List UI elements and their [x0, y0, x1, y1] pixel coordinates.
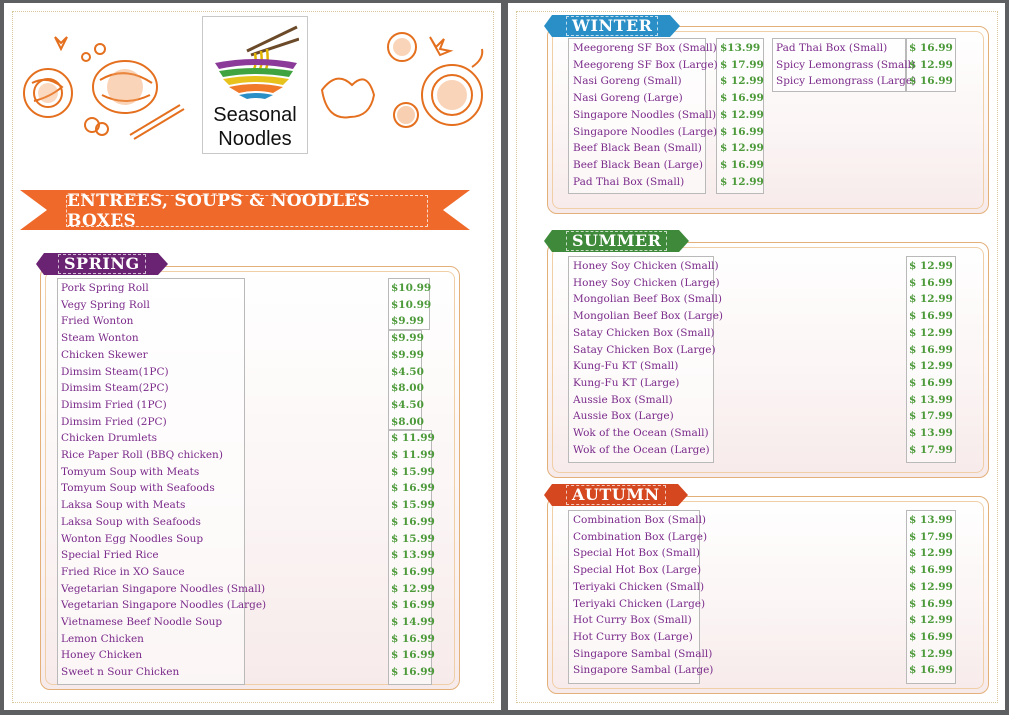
spring-price-list: [391, 280, 435, 681]
menu-item-price: $13.99: [720, 42, 761, 54]
menu-item-name: Spicy Lemongrass (Small): [776, 58, 916, 71]
menu-item-price: $ 16.99: [909, 42, 953, 54]
menu-item-name: Combination Box (Small): [573, 514, 707, 526]
menu-item-price: $ 16.99: [391, 599, 435, 612]
autumn-label: AUTUMN: [566, 485, 666, 505]
menu-item-price: $4.50: [391, 365, 424, 378]
menu-item-price: $ 13.99: [909, 427, 953, 440]
winter-label: WINTER: [566, 16, 658, 36]
menu-item-name: Pad Thai Box (Small): [573, 175, 685, 188]
menu-item-price: $ 14.99: [391, 616, 435, 629]
menu-item-name: Aussie Box (Large): [573, 410, 674, 423]
menu-item-name: Mongolian Beef Box (Small): [573, 293, 722, 306]
menu-item-price: $ 16.99: [909, 276, 953, 289]
menu-item-price: $ 12.99: [909, 580, 953, 593]
menu-item-price: $ 16.99: [909, 664, 953, 677]
menu-item-price: $ 16.99: [720, 158, 764, 171]
menu-item-price: $ 16.99: [391, 515, 435, 528]
spring-tag: [44, 253, 158, 275]
banner-title: ENTREES, SOUPS & NOODLES BOXES: [66, 195, 428, 227]
brand-logo: [202, 16, 308, 154]
menu-item-price: $ 17.99: [909, 410, 953, 423]
menu-item-price: $ 16.99: [720, 92, 764, 105]
menu-item-price: $ 16.99: [720, 125, 764, 138]
menu-item-price: $9.99: [391, 332, 424, 345]
menu-item-name: Dimsim Fried (2PC): [61, 415, 167, 428]
menu-item-price: $ 12.99: [909, 326, 953, 339]
spring-item-list: [61, 280, 266, 681]
summer-item-list: [573, 258, 723, 458]
menu-item-price: $9.99: [391, 348, 424, 361]
menu-item-price: $ 16.99: [391, 565, 435, 578]
menu-item-price: $10.99: [391, 298, 432, 311]
menu-item-name: Sweet n Sour Chicken: [61, 666, 180, 679]
menu-item-price: $ 13.99: [909, 393, 953, 406]
menu-item-price: $ 12.99: [909, 58, 953, 71]
menu-item-price: $ 15.99: [391, 532, 435, 545]
menu-item-name: Teriyaki Chicken (Small): [573, 580, 705, 593]
spring-label: SPRING: [58, 254, 146, 274]
food-illustration-right: [312, 25, 487, 140]
menu-item-price: $ 16.99: [909, 630, 953, 643]
menu-item-name: Fried Rice in XO Sauce: [61, 565, 185, 578]
menu-item-name: Chicken Drumlets: [61, 432, 158, 445]
menu-item-price: $ 17.99: [909, 443, 953, 456]
menu-item-name: Dimsim Fried (1PC): [61, 398, 167, 411]
menu-item-name: Beef Black Bean (Large): [573, 158, 703, 171]
menu-item-name: Laksa Soup with Seafoods: [61, 515, 201, 528]
menu-item-price: $ 13.99: [391, 549, 435, 562]
menu-item-price: $ 15.99: [391, 499, 435, 512]
menu-item-price: $ 12.99: [720, 108, 764, 121]
menu-item-price: $ 12.99: [909, 293, 953, 306]
menu-item-price: $10.99: [391, 282, 432, 294]
menu-item-name: Aussie Box (Small): [573, 393, 673, 406]
menu-item-name: Vietnamese Beef Noodle Soup: [61, 616, 223, 629]
menu-item-name: Special Fried Rice: [61, 549, 159, 562]
menu-item-name: Singapore Sambal (Small): [573, 647, 713, 660]
menu-item-name: Dimsim Steam(2PC): [61, 382, 169, 395]
menu-item-name: Honey Chicken: [61, 649, 143, 662]
menu-item-price: $8.00: [391, 382, 424, 395]
autumn-item-list: [573, 512, 713, 679]
menu-item-price: $ 16.99: [909, 564, 953, 577]
winter-item-list-2: [776, 40, 916, 90]
menu-item-price: $ 16.99: [909, 343, 953, 356]
winter-item-list: [573, 40, 718, 190]
menu-item-price: $ 12.99: [909, 547, 953, 560]
menu-item-price: $ 13.99: [909, 514, 953, 526]
menu-item-name: Mongolian Beef Box (Large): [573, 310, 723, 323]
menu-item-name: Special Hot Box (Small): [573, 547, 700, 560]
autumn-tag: [552, 484, 678, 506]
menu-item-name: Laksa Soup with Meats: [61, 499, 186, 512]
menu-item-price: $ 16.99: [909, 75, 953, 88]
menu-item-price: $ 17.99: [720, 58, 764, 71]
menu-item-name: Chicken Skewer: [61, 348, 148, 361]
menu-item-name: Combination Box (Large): [573, 530, 708, 543]
menu-item-price: $ 12.99: [720, 142, 764, 155]
food-illustration-left: [20, 25, 190, 145]
menu-item-price: $ 12.99: [909, 360, 953, 373]
menu-item-name: Special Hot Box (Large): [573, 564, 702, 577]
menu-item-name: Satay Chicken Box (Small): [573, 326, 715, 339]
menu-item-price: $4.50: [391, 398, 424, 411]
winter-tag: [552, 15, 670, 37]
menu-item-price: $ 15.99: [391, 465, 435, 478]
menu-item-price: $ 16.99: [391, 482, 435, 495]
menu-item-name: Hot Curry Box (Large): [573, 630, 693, 643]
menu-item-name: Honey Soy Chicken (Large): [573, 276, 720, 289]
menu-item-name: Meegoreng SF Box (Large): [573, 58, 718, 71]
menu-item-name: Pork Spring Roll: [61, 282, 149, 294]
menu-item-price: $ 16.99: [391, 632, 435, 645]
menu-item-name: Vegetarian Singapore Noodles (Large): [61, 599, 267, 612]
menu-item-name: Singapore Noodles (Small): [573, 108, 717, 121]
menu-item-name: Beef Black Bean (Small): [573, 142, 702, 155]
menu-item-price: $ 11.99: [391, 449, 435, 462]
menu-item-name: Kung-Fu KT (Small): [573, 360, 679, 373]
autumn-price-list: [909, 512, 953, 679]
winter-price-list: [720, 40, 764, 190]
brand-name-line2: Noodles: [218, 128, 292, 150]
menu-item-name: Spicy Lemongrass (Large): [776, 75, 917, 88]
menu-item-price: $ 16.99: [391, 649, 435, 662]
menu-item-name: Tomyum Soup with Meats: [61, 465, 200, 478]
menu-item-price: $ 17.99: [909, 530, 953, 543]
menu-item-name: Meegoreng SF Box (Small): [573, 42, 717, 54]
menu-item-name: Kung-Fu KT (Large): [573, 376, 680, 389]
menu-item-name: Wok of the Ocean (Large): [573, 443, 710, 456]
menu-item-price: $9.99: [391, 315, 424, 328]
menu-item-name: Fried Wonton: [61, 315, 134, 328]
noodle-bowl-icon: [213, 21, 299, 101]
menu-item-name: Wok of the Ocean (Small): [573, 427, 709, 440]
menu-item-name: Nasi Goreng (Small): [573, 75, 682, 88]
menu-item-name: Dimsim Steam(1PC): [61, 365, 169, 378]
winter-price-list-2: [909, 40, 953, 90]
menu-item-price: $8.00: [391, 415, 424, 428]
menu-item-price: $ 11.99: [391, 432, 435, 445]
menu-item-price: $ 12.99: [720, 75, 764, 88]
menu-item-name: Honey Soy Chicken (Small): [573, 260, 719, 272]
menu-item-price: $ 12.99: [391, 582, 435, 595]
menu-item-name: Tomyum Soup with Seafoods: [61, 482, 215, 495]
menu-item-name: Hot Curry Box (Small): [573, 614, 692, 627]
menu-item-price: $ 12.99: [909, 647, 953, 660]
menu-item-price: $ 16.99: [909, 376, 953, 389]
menu-item-price: $ 12.99: [720, 175, 764, 188]
menu-item-name: Satay Chicken Box (Large): [573, 343, 716, 356]
menu-item-name: Nasi Goreng (Large): [573, 92, 683, 105]
menu-item-price: $ 16.99: [909, 310, 953, 323]
menu-item-name: Lemon Chicken: [61, 632, 144, 645]
menu-item-name: Steam Wonton: [61, 332, 139, 345]
menu-item-name: Wonton Egg Noodles Soup: [61, 532, 204, 545]
summer-tag: [552, 230, 679, 252]
menu-item-name: Teriyaki Chicken (Large): [573, 597, 706, 610]
menu-item-name: Singapore Noodles (Large): [573, 125, 718, 138]
menu-item-name: Singapore Sambal (Large): [573, 664, 714, 677]
menu-item-name: Pad Thai Box (Small): [776, 42, 888, 54]
menu-item-price: $ 12.99: [909, 260, 953, 272]
menu-item-name: Rice Paper Roll (BBQ chicken): [61, 449, 223, 462]
menu-item-price: $ 12.99: [909, 614, 953, 627]
summer-price-list: [909, 258, 953, 458]
menu-item-name: Vegetarian Singapore Noodles (Small): [61, 582, 266, 595]
brand-name-line1: Seasonal: [213, 104, 297, 126]
menu-item-name: Vegy Spring Roll: [61, 298, 150, 311]
summer-label: SUMMER: [566, 231, 667, 251]
menu-item-price: $ 16.99: [391, 666, 435, 679]
menu-item-price: $ 16.99: [909, 597, 953, 610]
